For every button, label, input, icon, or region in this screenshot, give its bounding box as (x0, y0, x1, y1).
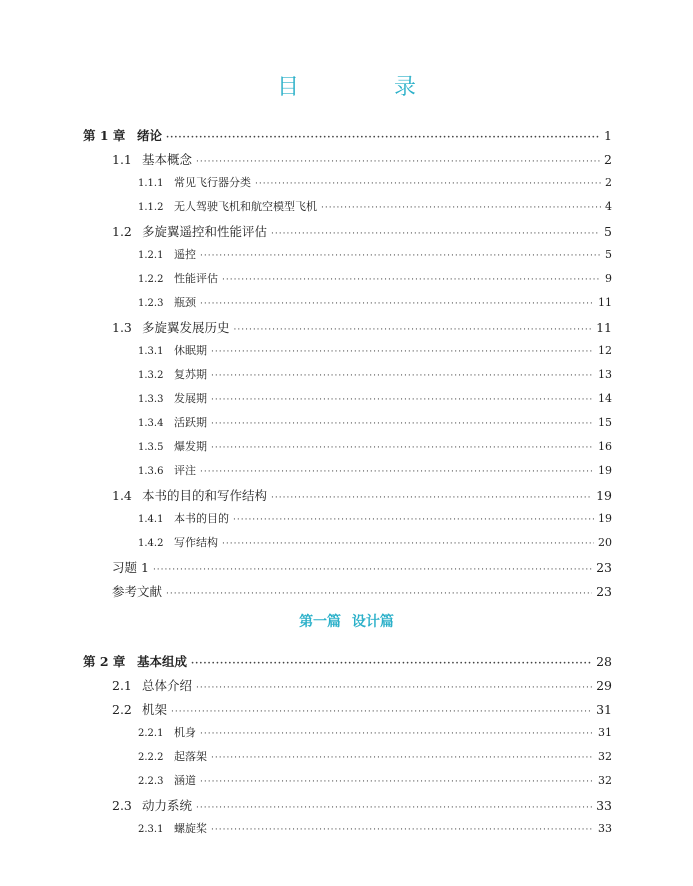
entry-number: 1.3.1 (138, 346, 164, 357)
leader-dots (211, 443, 594, 453)
toc-subsection[interactable] (138, 724, 612, 740)
entry-number: 1.3.2 (138, 370, 164, 381)
entry-page: 5 (604, 224, 612, 239)
toc-subsection[interactable] (138, 270, 612, 286)
entry-page: 20 (598, 536, 612, 549)
leader-dots (153, 565, 592, 575)
entry-number: 1.1 (112, 152, 132, 167)
toc-subsection[interactable] (138, 438, 612, 454)
leader-dots (271, 493, 592, 503)
entry-page: 11 (596, 320, 612, 335)
entry-page: 11 (598, 296, 612, 309)
entry-label: 螺旋桨 (174, 822, 207, 835)
entry-label: 多旋翼遥控和性能评估 (142, 224, 268, 239)
toc-subsection[interactable] (138, 366, 612, 382)
entry-label: 爆发期 (174, 440, 207, 453)
entry-number: 2.3 (112, 798, 132, 813)
entry-number: 1.4 (112, 488, 132, 503)
leader-dots (211, 395, 594, 405)
entry-label: 习题 1 (112, 560, 149, 575)
entry-number: 2.2.3 (138, 776, 164, 787)
entry-page: 15 (598, 416, 612, 429)
toc-section[interactable] (112, 318, 612, 336)
leader-dots (196, 683, 592, 693)
entry-label: 参考文献 (112, 584, 163, 599)
leader-dots (255, 179, 601, 189)
toc-subsection[interactable] (138, 748, 612, 764)
toc-chapter[interactable] (83, 652, 612, 670)
entry-number: 第 2 章 (83, 654, 126, 669)
entry-label: 动力系统 (142, 798, 193, 813)
entry-number: 1.1.2 (138, 202, 164, 213)
entry-number: 1.4.2 (138, 538, 164, 549)
entry-number: 2.2 (112, 702, 132, 717)
entry-label: 遥控 (174, 248, 196, 261)
entry-label: 机身 (174, 726, 196, 739)
entry-page: 9 (605, 272, 612, 285)
entry-page: 5 (605, 248, 612, 261)
leader-dots (233, 515, 594, 525)
toc-subsection[interactable] (138, 174, 612, 190)
toc-section[interactable] (112, 222, 612, 240)
entry-number: 1.3.3 (138, 394, 164, 405)
leader-dots (196, 157, 600, 167)
toc-section[interactable] (112, 150, 612, 168)
entry-label: 多旋翼发展历史 (142, 320, 230, 335)
entry-label: 机架 (142, 702, 168, 717)
entry-number: 1.3 (112, 320, 132, 335)
entry-page: 32 (598, 750, 612, 763)
entry-label: 常见飞行器分类 (174, 176, 251, 189)
entry-page: 33 (596, 798, 612, 813)
entry-page: 14 (598, 392, 612, 405)
leader-dots (166, 589, 592, 599)
entry-page: 31 (596, 702, 612, 717)
entry-label: 总体介绍 (142, 678, 193, 693)
entry-page: 4 (605, 200, 612, 213)
toc-section[interactable] (112, 486, 612, 504)
part-heading: 第一篇 设计篇 (299, 614, 394, 630)
entry-page: 19 (598, 512, 612, 525)
entry-number: 2.3.1 (138, 824, 164, 835)
leader-dots (196, 803, 592, 813)
leader-dots (222, 275, 601, 285)
entry-label: 活跃期 (174, 416, 207, 429)
leader-dots (200, 777, 594, 787)
toc-subsection[interactable] (138, 390, 612, 406)
entry-label: 无人驾驶飞机和航空模型飞机 (174, 200, 317, 213)
entry-number: 1.3.4 (138, 418, 164, 429)
entry-label: 瓶颈 (174, 296, 196, 309)
entry-number: 1.2.2 (138, 274, 164, 285)
entry-number: 1.4.1 (138, 514, 164, 525)
toc-subsection[interactable] (138, 246, 612, 262)
toc-references[interactable] (112, 582, 612, 600)
toc-subsection[interactable] (138, 414, 612, 430)
entry-number: 2.1 (112, 678, 132, 693)
entry-label: 发展期 (174, 392, 207, 405)
entry-label: 复苏期 (174, 368, 207, 381)
entry-page: 2 (605, 176, 612, 189)
entry-number: 2.2.2 (138, 752, 164, 763)
entry-label: 涵道 (174, 774, 196, 787)
entry-number: 第 1 章 (83, 128, 126, 143)
toc-subsection[interactable] (138, 510, 612, 526)
entry-number: 2.2.1 (138, 728, 164, 739)
toc-chapter[interactable] (83, 126, 612, 144)
entry-label: 休眠期 (174, 344, 207, 357)
leader-dots (200, 729, 594, 739)
entry-page: 32 (598, 774, 612, 787)
page-title: 目 录 (277, 75, 460, 100)
toc-subsection[interactable] (138, 294, 612, 310)
leader-dots (200, 251, 601, 261)
entry-page: 33 (598, 822, 612, 835)
leader-dots (222, 539, 594, 549)
entry-page: 16 (598, 440, 612, 453)
leader-dots (211, 753, 594, 763)
leader-dots (271, 229, 600, 239)
toc-section[interactable] (112, 796, 612, 814)
toc-subsection[interactable] (138, 534, 612, 550)
leader-dots (191, 659, 592, 669)
entry-page: 19 (596, 488, 612, 503)
toc-exercises[interactable] (112, 558, 612, 576)
toc-subsection[interactable] (138, 820, 612, 836)
entry-label: 绪论 (137, 128, 163, 143)
entry-number: 1.3.6 (138, 466, 164, 477)
entry-page: 23 (596, 560, 612, 575)
entry-page: 31 (598, 726, 612, 739)
entry-page: 13 (598, 368, 612, 381)
entry-page: 1 (604, 128, 612, 143)
leader-dots (211, 347, 594, 357)
toc-section[interactable] (112, 700, 612, 718)
leader-dots (234, 325, 593, 335)
entry-label: 起落架 (174, 750, 207, 763)
toc-section[interactable] (112, 676, 612, 694)
leader-dots (211, 825, 594, 835)
entry-page: 12 (598, 344, 612, 357)
entry-label: 本书的目的 (174, 512, 229, 525)
toc-subsection[interactable] (138, 772, 612, 788)
entry-label: 基本概念 (142, 152, 193, 167)
leader-dots (166, 133, 600, 143)
entry-label: 基本组成 (137, 654, 188, 669)
entry-page: 28 (596, 654, 612, 669)
entry-label: 性能评估 (174, 272, 218, 285)
entry-page: 23 (596, 584, 612, 599)
entry-page: 29 (596, 678, 612, 693)
entry-page: 19 (598, 464, 612, 477)
leader-dots (171, 707, 592, 717)
entry-number: 1.2 (112, 224, 132, 239)
toc-subsection[interactable] (138, 462, 612, 478)
toc-subsection[interactable] (138, 342, 612, 358)
leader-dots (200, 467, 594, 477)
entry-number: 1.2.3 (138, 298, 164, 309)
leader-dots (211, 371, 594, 381)
entry-number: 1.1.1 (138, 178, 164, 189)
leader-dots (200, 299, 594, 309)
entry-label: 评注 (174, 464, 196, 477)
leader-dots (211, 419, 594, 429)
entry-page: 2 (604, 152, 612, 167)
entry-label: 本书的目的和写作结构 (142, 488, 268, 503)
entry-label: 写作结构 (174, 536, 218, 549)
leader-dots (321, 203, 601, 213)
entry-number: 1.3.5 (138, 442, 164, 453)
toc-subsection[interactable] (138, 198, 612, 214)
entry-number: 1.2.1 (138, 250, 164, 261)
